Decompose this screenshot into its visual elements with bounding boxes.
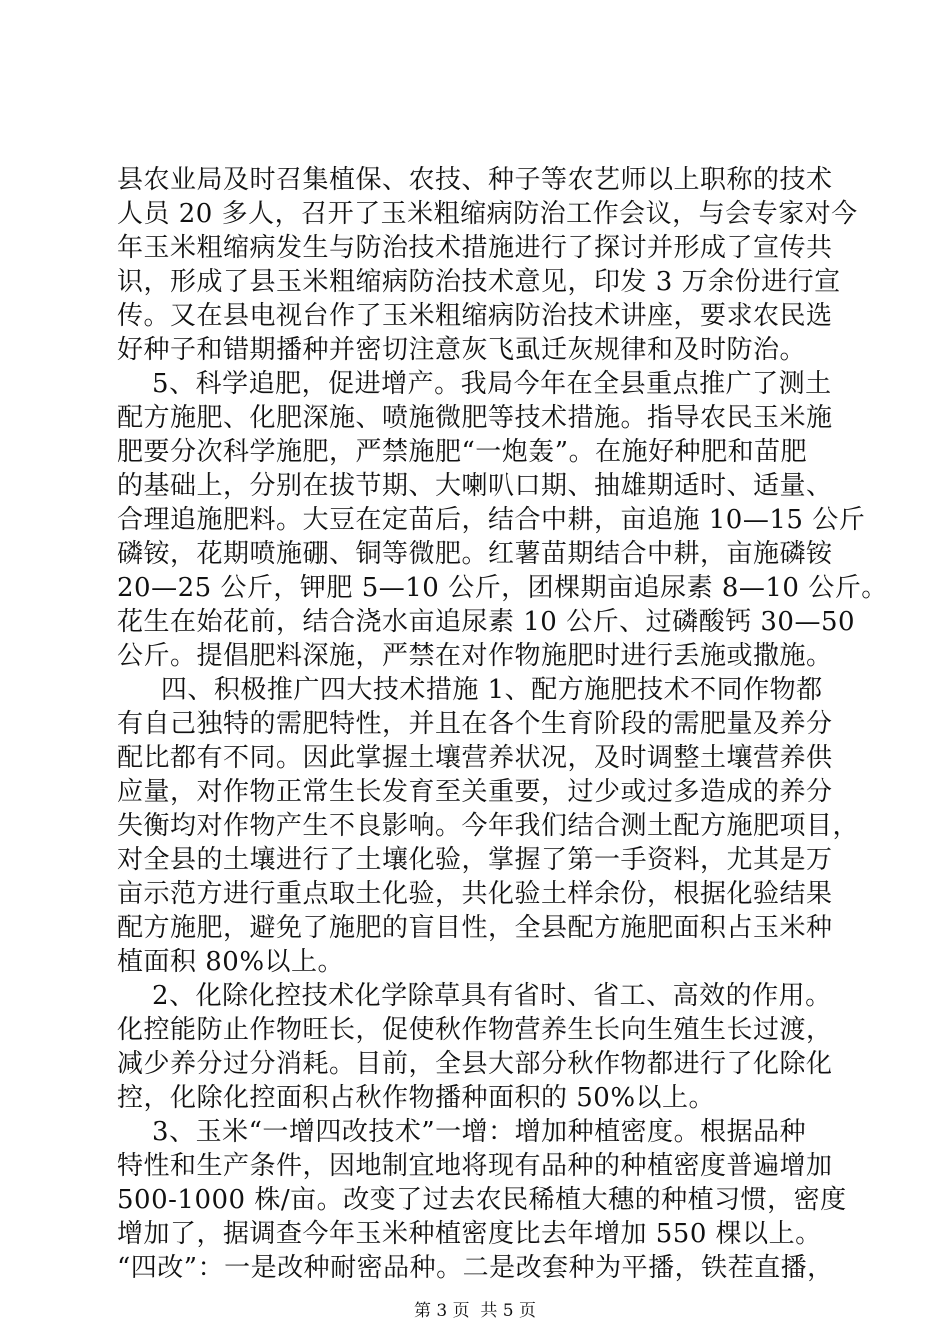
text-line: 识，形成了县玉米粗缩病防治技术意见，印发 3 万余份进行宣 (117, 267, 841, 297)
page-number-footer: 第 3 页 共 5 页 (413, 1301, 537, 1321)
text-line: 亩示范方进行重点取土化验，共化验土样余份，根据化验结果 (117, 879, 833, 909)
text-line: 失衡均对作物产生不良影响。今年我们结合测土配方施肥项目， (117, 811, 860, 841)
text-line: 花生在始花前，结合浇水亩追尿素 10 公斤、过磷酸钙 30—50 (117, 607, 856, 637)
text-line: 好种子和错期播种并密切注意灰飞虱迁灰规律和及时防治。 (117, 335, 807, 365)
text-line: 配方施肥、化肥深施、喷施微肥等技术措施。指导农民玉米施 (117, 403, 833, 433)
text-line: 5、科学追肥，促进增产。我局今年在全县重点推广了测土 (117, 369, 832, 399)
text-line: 减少养分过分消耗。目前，全县大部分秋作物都进行了化除化 (117, 1049, 833, 1079)
text-line: 肥要分次科学施肥，严禁施肥“一炮轰”。在施好种肥和苗肥 (117, 437, 808, 467)
text-line: 人员 20 多人，召开了玉米粗缩病防治工作会议，与会专家对今 (117, 199, 858, 229)
text-line: 增加了，据调查今年玉米种植密度比去年增加 550 棵以上。 (117, 1219, 822, 1249)
text-line: 传。又在县电视台作了玉米粗缩病防治技术讲座，要求农民选 (117, 301, 833, 331)
text-line: 对全县的土壤进行了土壤化验，掌握了第一手资料，尤其是万 (117, 845, 833, 875)
text-line: 应量，对作物正常生长发育至关重要，过少或过多造成的养分 (117, 777, 833, 807)
text-line: 的基础上，分别在拔节期、大喇叭口期、抽雄期适时、适量、 (117, 471, 833, 501)
text-line: 配比都有不同。因此掌握土壤营养状况，及时调整土壤营养供 (117, 743, 833, 773)
text-line: 2、化除化控技术化学除草具有省时、省工、高效的作用。 (117, 981, 832, 1011)
text-line: 公斤。提倡肥料深施，严禁在对作物施肥时进行丢施或撒施。 (117, 641, 833, 671)
text-line: 县农业局及时召集植保、农技、种子等农艺师以上职称的技术 (117, 165, 833, 195)
text-line: 磷铵，花期喷施硼、铜等微肥。红薯苗期结合中耕，亩施磷铵 (117, 539, 833, 569)
text-line: 20—25 公斤，钾肥 5—10 公斤，团棵期亩追尿素 8—10 公斤。 (117, 573, 888, 603)
text-line: 植面积 80%以上。 (117, 947, 345, 977)
text-line: 控，化除化控面积占秋作物播种面积的 50%以上。 (117, 1083, 716, 1113)
text-line: 合理追施肥料。大豆在定苗后，结合中耕，亩追施 10—15 公斤 (117, 505, 866, 535)
text-line: 特性和生产条件，因地制宜地将现有品种的种植密度普遍增加 (117, 1151, 833, 1181)
text-line: 化控能防止作物旺长，促使秋作物营养生长向生殖生长过渡， (117, 1015, 833, 1045)
text-line: 年玉米粗缩病发生与防治技术措施进行了探讨并形成了宣传共 (117, 233, 833, 263)
text-line: 500-1000 株/亩。改变了过去农民稀植大穗的种植习惯，密度 (117, 1185, 847, 1215)
text-line: 四、积极推广四大技术措施 1、配方施肥技术不同作物都 (117, 675, 823, 705)
text-line: “四改”：一是改种耐密品种。二是改套种为平播，铁茬直播， (117, 1253, 834, 1283)
text-line: 配方施肥，避免了施肥的盲目性，全县配方施肥面积占玉米种 (117, 913, 833, 943)
text-line: 有自己独特的需肥特性，并且在各个生育阶段的需肥量及养分 (117, 709, 833, 739)
text-line: 3、玉米“一增四改技术”一增：增加种植密度。根据品种 (117, 1117, 807, 1147)
